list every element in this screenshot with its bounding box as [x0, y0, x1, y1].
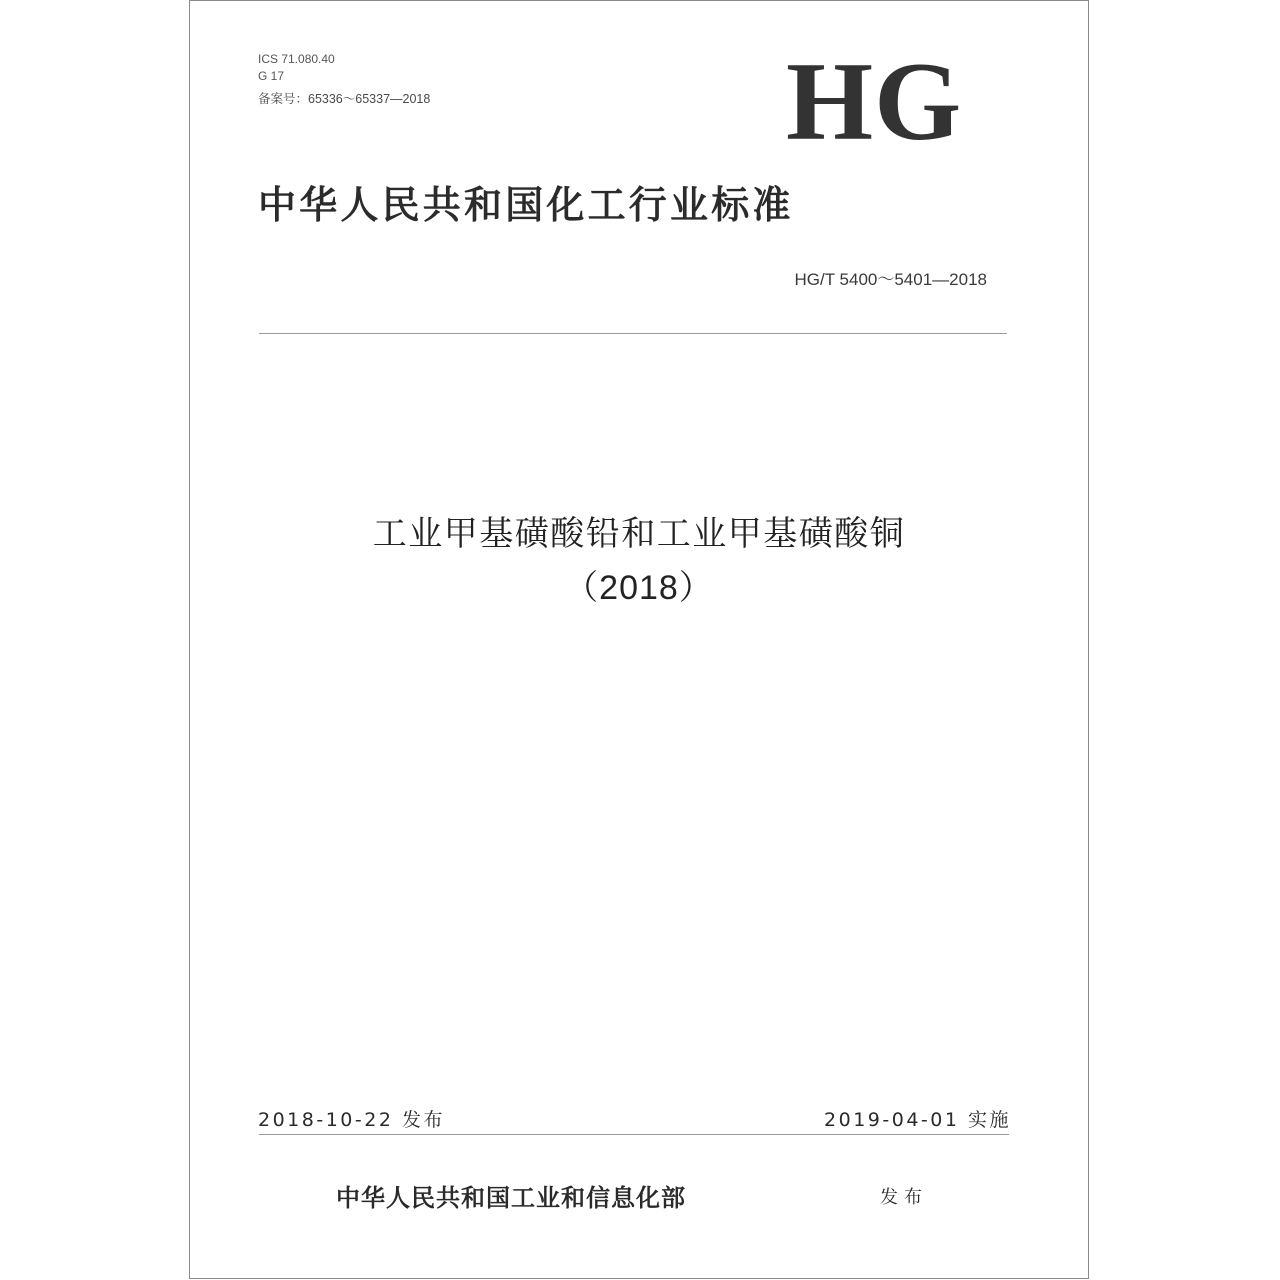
ccs-code: G 17 — [258, 69, 285, 83]
issuer-action: 发布 — [880, 1187, 928, 1208]
ics-code: ICS 71.080.40 — [258, 52, 335, 66]
standard-category-title: 中华人民共和国化工行业标准 — [258, 182, 794, 227]
filing-number: 备案号：65336～65337—2018 — [258, 92, 431, 106]
release-date: 2018-10-22 发布 — [258, 1109, 445, 1131]
top-divider — [259, 333, 1007, 334]
standard-number: HG/T 5400～5401—2018 — [794, 270, 987, 289]
implementation-date: 2019-04-01 实施 — [824, 1109, 1011, 1131]
issuer-name: 中华人民共和国工业和信息化部 — [336, 1183, 686, 1212]
document-title: 工业甲基磺酸铅和工业甲基磺酸铜 — [372, 514, 906, 554]
bottom-divider — [259, 1134, 1009, 1135]
hg-logo: HG — [786, 40, 963, 164]
document-year: （2018） — [564, 569, 714, 607]
